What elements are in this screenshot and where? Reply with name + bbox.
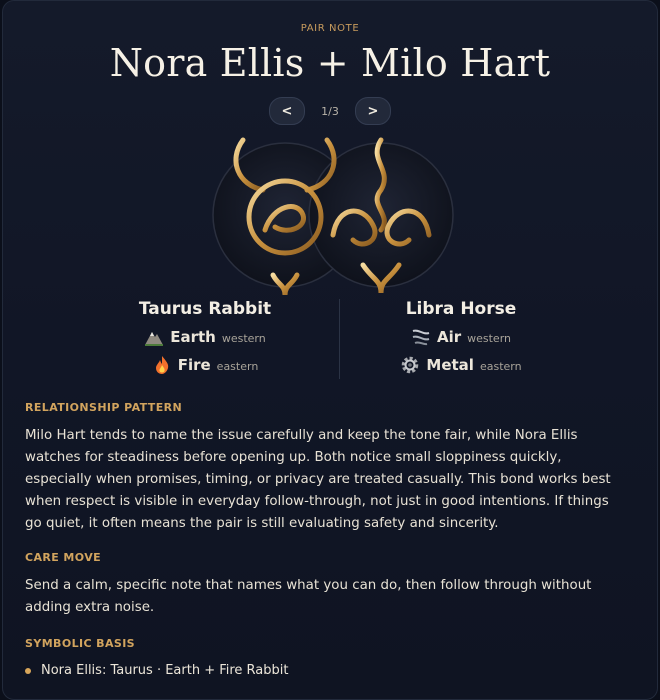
bullet-dot: [25, 668, 31, 674]
page-counter: 1/3: [321, 104, 339, 118]
left-sign-name: Taurus Rabbit: [138, 299, 272, 319]
care-move-text: Send a calm, specific note that names what you can do, then follow through without adding extra noise.: [25, 578, 592, 615]
element-type: eastern: [216, 360, 259, 373]
relationship-pattern-text: Milo Hart tends to name the issue carefully and keep the tone fair, while Nora Ellis watches for steadiness before opening up. Both notice small sloppiness quickly, especially when promises, timing, or privacy are treated casually. This bond works best when respect is visible in everyday follow-through, not just in good intentions. If things go quiet, it often means the pair is still evaluating safety and sincerity.: [25, 428, 611, 531]
mountain-icon: [144, 327, 164, 347]
element-type: western: [221, 332, 266, 345]
prev-button[interactable]: <: [269, 97, 305, 125]
pair-note-card: [2, 0, 658, 700]
eyebrow-label: PAIR NOTE: [300, 23, 360, 34]
emblem-art: [203, 135, 463, 300]
element-name: Air: [436, 328, 462, 346]
column-divider: [339, 299, 340, 379]
symbolic-basis-heading: SYMBOLIC BASIS: [25, 637, 136, 650]
right-element-western: [361, 327, 561, 347]
element-type: western: [467, 332, 512, 345]
element-name: Earth: [170, 328, 216, 346]
person-right: [361, 299, 561, 375]
person-left: [105, 299, 305, 375]
basis-item-text: Nora Ellis: Taurus · Earth + Fire Rabbit: [41, 663, 289, 678]
left-element-eastern: [105, 355, 305, 375]
care-move-heading: CARE MOVE: [25, 551, 102, 564]
right-sign-name: Libra Horse: [405, 299, 517, 319]
gear-icon: [400, 355, 420, 375]
fire-icon: [152, 355, 172, 375]
left-element-western: [105, 327, 305, 347]
pager: [3, 97, 657, 125]
wind-icon: [411, 327, 431, 347]
element-type: eastern: [479, 360, 522, 373]
zodiac-emblems: [203, 135, 463, 300]
page-title: Nora Ellis + Milo Hart: [109, 41, 551, 85]
relationship-pattern-heading: RELATIONSHIP PATTERN: [25, 401, 183, 414]
element-name: Metal: [426, 356, 474, 374]
list-item: [25, 663, 288, 678]
next-button[interactable]: >: [355, 97, 391, 125]
element-name: Fire: [177, 356, 211, 374]
right-element-eastern: [361, 355, 561, 375]
